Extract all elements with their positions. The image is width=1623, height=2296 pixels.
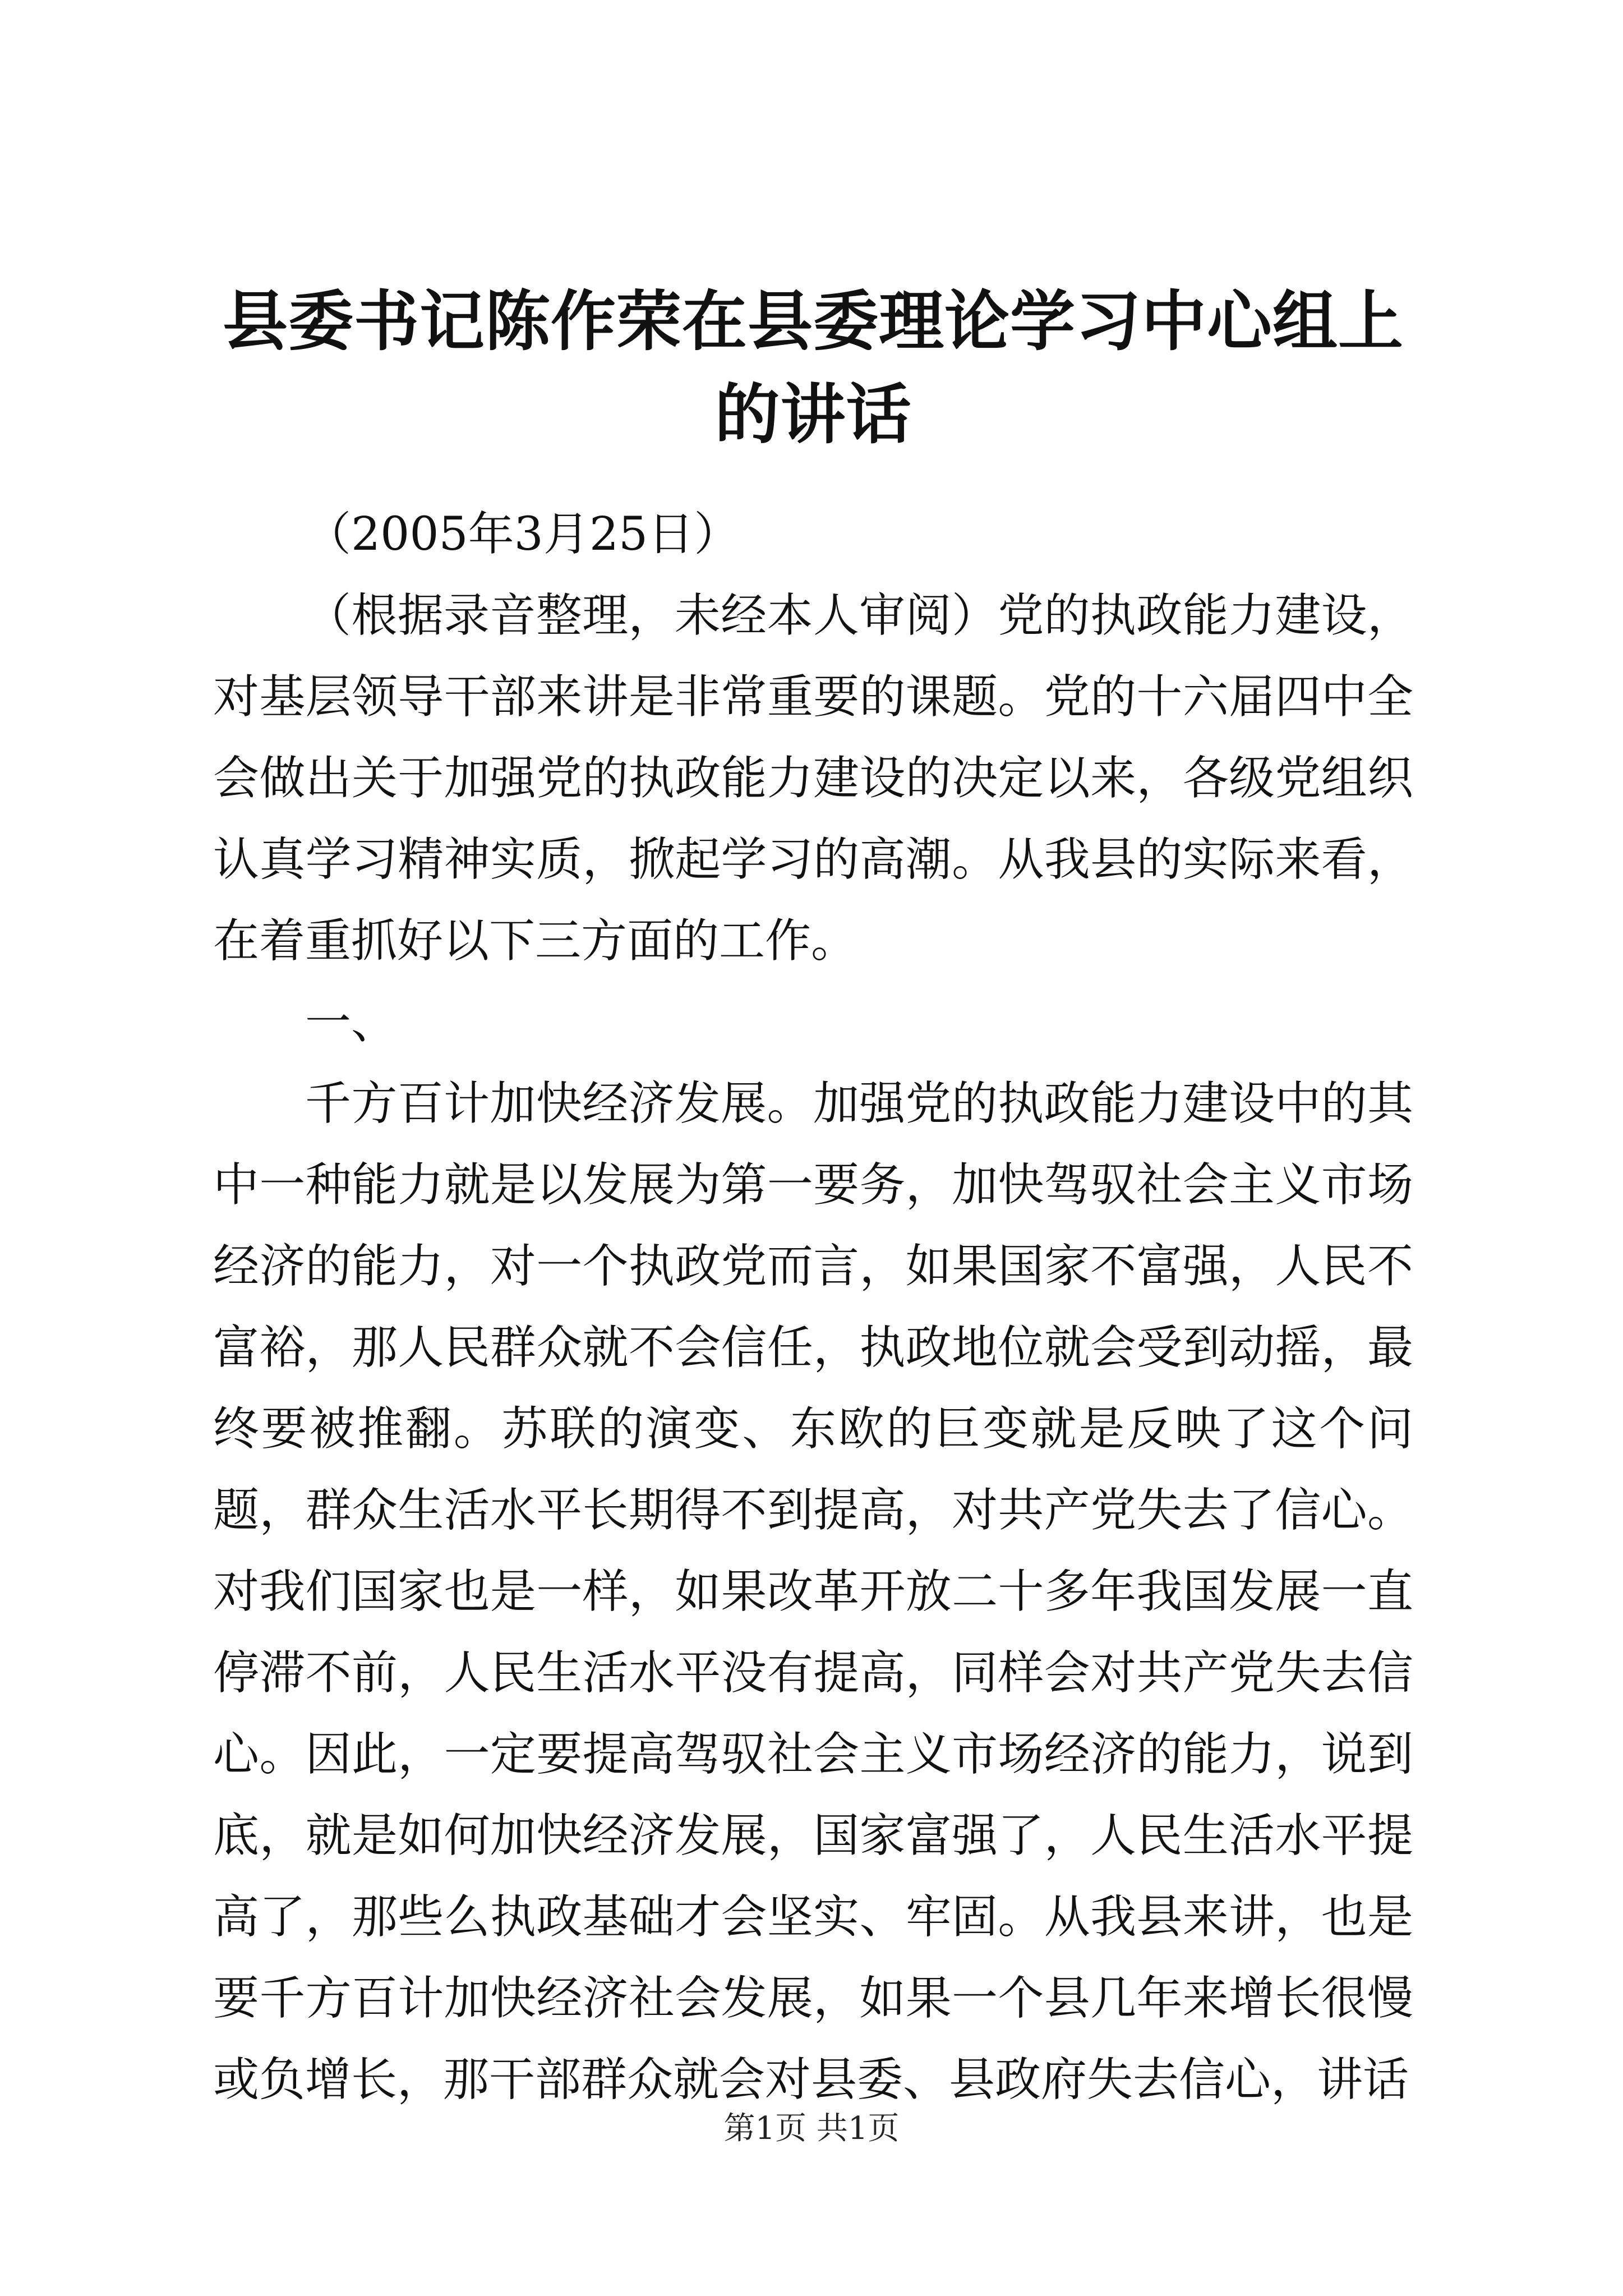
document-body — [213, 494, 1413, 2120]
date-line: （2005年3月25日） — [305, 508, 740, 561]
page-footer: 第1页 共1页 — [723, 2110, 900, 2147]
paragraph: 千方百计加快经济发展。加强党的执政能力建设中的其中一种能力就是以发展为第一要务，加快驾驭社会主义市场经济的能力，对一个执政党而言，如果国家不富强，人民不富裕，那人民群众就不会信任，执政地位就会受到动摇，最终要被推翻。苏联的演变、东欧的巨变就是反映了这个问题，群众生活水平长期得不到提高，对共产党失去了信心。对我们国家也是一样，如果改革开放二十多年我国发展一直停滞不前，人民生活水平没有提高，同样会对共产党失去信心。因此，一定要提高驾驭社会主义市场经济的能力，说到底，就是如何加快经济发展，国家富强了，人民生活水平提高了，那些么执政基础才会坚实、牢固。从我县来讲，也是要千方百计加快经济社会发展，如果一个县几年来增长很慢或负增长，那干部群众就会对县委、县政府失去信心，讲话 — [213, 1077, 1413, 2106]
section-heading: 一、 — [305, 996, 398, 1049]
document-title: 县委书记陈作荣在县委理论学习中心组上的讲话 — [223, 283, 1404, 453]
paragraph: （根据录音整理，未经本人审阅）党的执政能力建设，对基层领导干部来讲是非常重要的课题。党的十六届四中全会做出关于加强党的执政能力建设的决定以来，各级党组织认真学习精神实质，掀起学习的高潮。从我县的实际来看，在着重抓好以下三方面的工作。 — [213, 589, 1413, 968]
